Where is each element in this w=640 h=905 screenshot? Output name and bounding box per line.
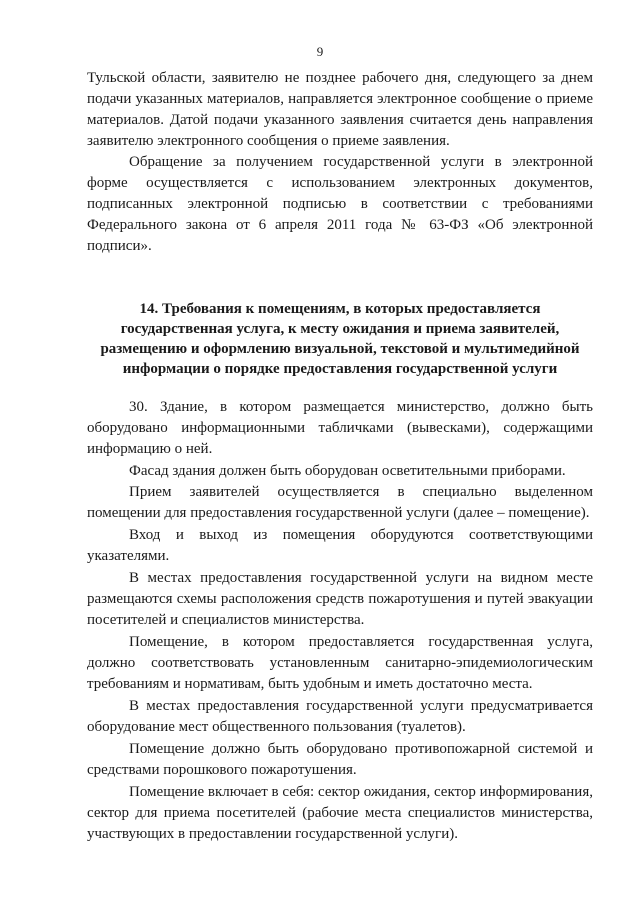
paragraph-facade: Фасад здания должен быть оборудован осветительными приборами.: [129, 463, 566, 479]
paragraph-fire-schemes: В местах предоставления государственной услуги на видном месте размещаются схемы расположения средств пожаротушения и путей эвакуации посетителей и специалистов министерства.: [87, 570, 593, 628]
paragraph-reception: Прием заявителей осуществляется в специально выделенном помещении для предоставления государственной услуги (далее – помещение).: [87, 484, 593, 521]
paragraph-entrance: Вход и выход из помещения оборудуются соответствующими указателями.: [87, 527, 593, 564]
paragraph-sanitary: Помещение, в котором предоставляется государственная услуга, должно соответствовать установленным санитарно-эпидемиологическим требованиям и нормативам, быть удобным и иметь достаточно места.: [87, 634, 593, 692]
paragraph-sectors: Помещение включает в себя: сектор ожидания, сектор информирования, сектор для приема посетителей (рабочие места специалистов министерства, участвующих в предоставлении государственной услуги).: [87, 784, 593, 842]
paragraph-restrooms: В местах предоставления государственной услуги предусматривается оборудование мест общественного пользования (туалетов).: [87, 698, 593, 735]
paragraph-30: 30. Здание, в котором размещается министерство, должно быть оборудовано информационными табличками (вывесками), содержащими информацию о ней.: [87, 399, 593, 457]
section-heading: 14. Требования к помещениям, в которых предоставляется государственная услуга, к месту ожидания и приема заявителей, размещению и оформлению визуальной, текстовой и мультимедийной информации о порядке предоставления государственной услуги: [100, 301, 580, 377]
page-number: 9: [316, 44, 324, 59]
document-body: [87, 68, 593, 845]
paragraph-electronic-request: Обращение за получением государственной услуги в электронной форме осуществляется с использованием электронных документов, подписанных электронной подписью в соответствии с требованиями Федерального закона от 6 апреля 2011 года № 63-ФЗ «Об электронной подписи».: [87, 154, 593, 254]
paragraph-fire-system: Помещение должно быть оборудовано противопожарной системой и средствами порошкового пожаротушения.: [87, 741, 593, 778]
paragraph-continuation: Тульской области, заявителю не позднее рабочего дня, следующего за днем подачи указанных материалов, направляется электронное сообщение о приеме материалов. Датой подачи указанного заявления считается день направления заявителю электронного сообщения о приеме заявления.: [87, 70, 593, 149]
